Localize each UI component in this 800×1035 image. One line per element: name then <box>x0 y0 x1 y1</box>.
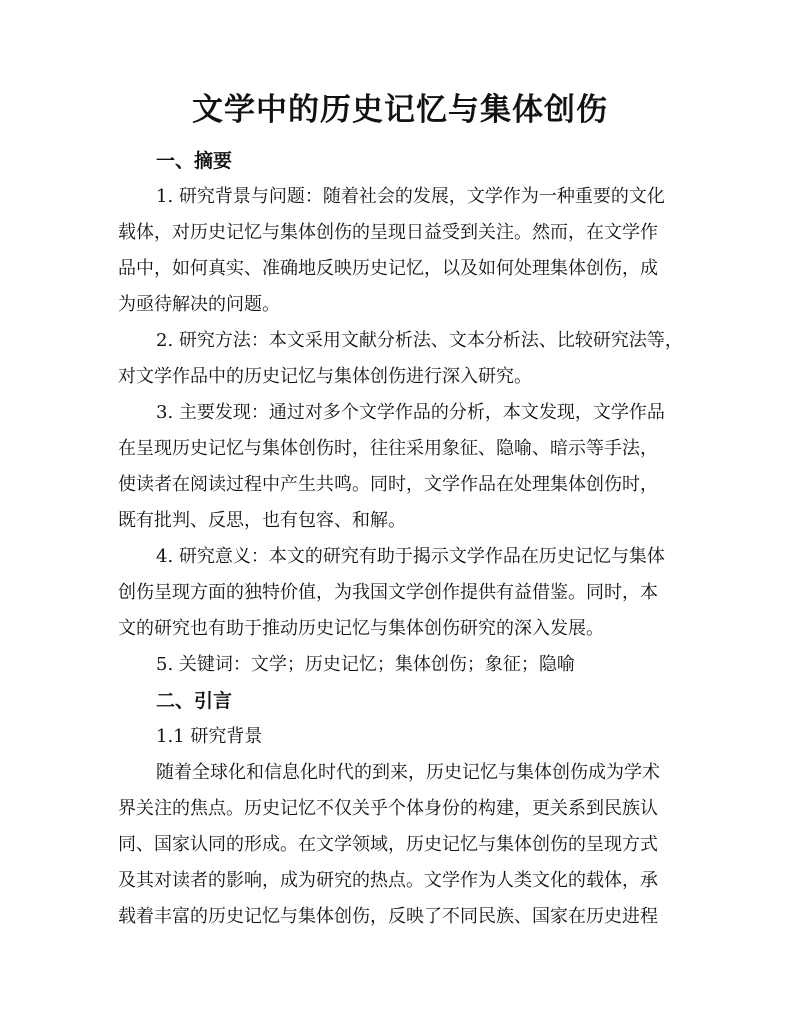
text-line: 3. 主要发现：通过对多个文学作品的分析，本文发现，文学作品 <box>156 402 665 423</box>
text-line: 4. 研究意义：本文的研究有助于揭示文学作品在历史记忆与集体 <box>156 546 665 567</box>
abstract-paragraph-1 <box>118 179 684 323</box>
text-line: 品中，如何真实、准确地反映历史记忆，以及如何处理集体创伤，成 <box>118 258 658 279</box>
text-line: 文的研究也有助于推动历史记忆与集体创伤研究的深入发展。 <box>118 618 604 639</box>
text-line: 2. 研究方法：本文采用文献分析法、文本分析法、比较研究法等， <box>156 330 683 351</box>
text-line: 及其对读者的影响，成为研究的热点。文学作为人类文化的载体，承 <box>118 870 658 891</box>
document-title: 文学中的历史记忆与集体创伤 <box>192 92 608 128</box>
abstract-paragraph-4 <box>118 539 684 647</box>
text-line: 5. 关键词：文学；历史记忆；集体创伤；象征；隐喻 <box>156 654 575 675</box>
text-line: 在呈现历史记忆与集体创伤时，往往采用象征、隐喻、暗示等手法， <box>118 438 658 459</box>
intro-heading: 二、引言 <box>156 690 233 712</box>
text-line: 为亟待解决的问题。 <box>118 294 280 315</box>
text-line: 同、国家认同的形成。在文学领域，历史记忆与集体创伤的呈现方式 <box>118 834 658 855</box>
text-line: 既有批判、反思，也有包容、和解。 <box>118 510 406 531</box>
abstract-keywords <box>118 647 684 683</box>
text-line: 随着全球化和信息化时代的到来，历史记忆与集体创伤成为学术 <box>156 762 660 783</box>
abstract-paragraph-2 <box>118 323 684 395</box>
intro-subheading: 1.1 研究背景 <box>156 726 263 747</box>
abstract-paragraph-3 <box>118 395 684 539</box>
text-line: 载着丰富的历史记忆与集体创伤，反映了不同民族、国家在历史进程 <box>118 906 658 927</box>
intro-paragraph <box>118 755 684 935</box>
text-line: 使读者在阅读过程中产生共鸣。同时，文学作品在处理集体创伤时， <box>118 474 658 495</box>
text-line: 创伤呈现方面的独特价值，为我国文学创作提供有益借鉴。同时，本 <box>118 582 658 603</box>
text-line: 界关注的焦点。历史记忆不仅关乎个体身份的构建，更关系到民族认 <box>118 798 658 819</box>
text-line: 1. 研究背景与问题：随着社会的发展，文学作为一种重要的文化 <box>156 186 665 207</box>
abstract-heading: 一、摘要 <box>156 150 233 172</box>
document-body <box>118 143 684 935</box>
text-line: 对文学作品中的历史记忆与集体创伤进行深入研究。 <box>118 366 532 387</box>
text-line: 载体，对历史记忆与集体创伤的呈现日益受到关注。然而，在文学作 <box>118 222 658 243</box>
